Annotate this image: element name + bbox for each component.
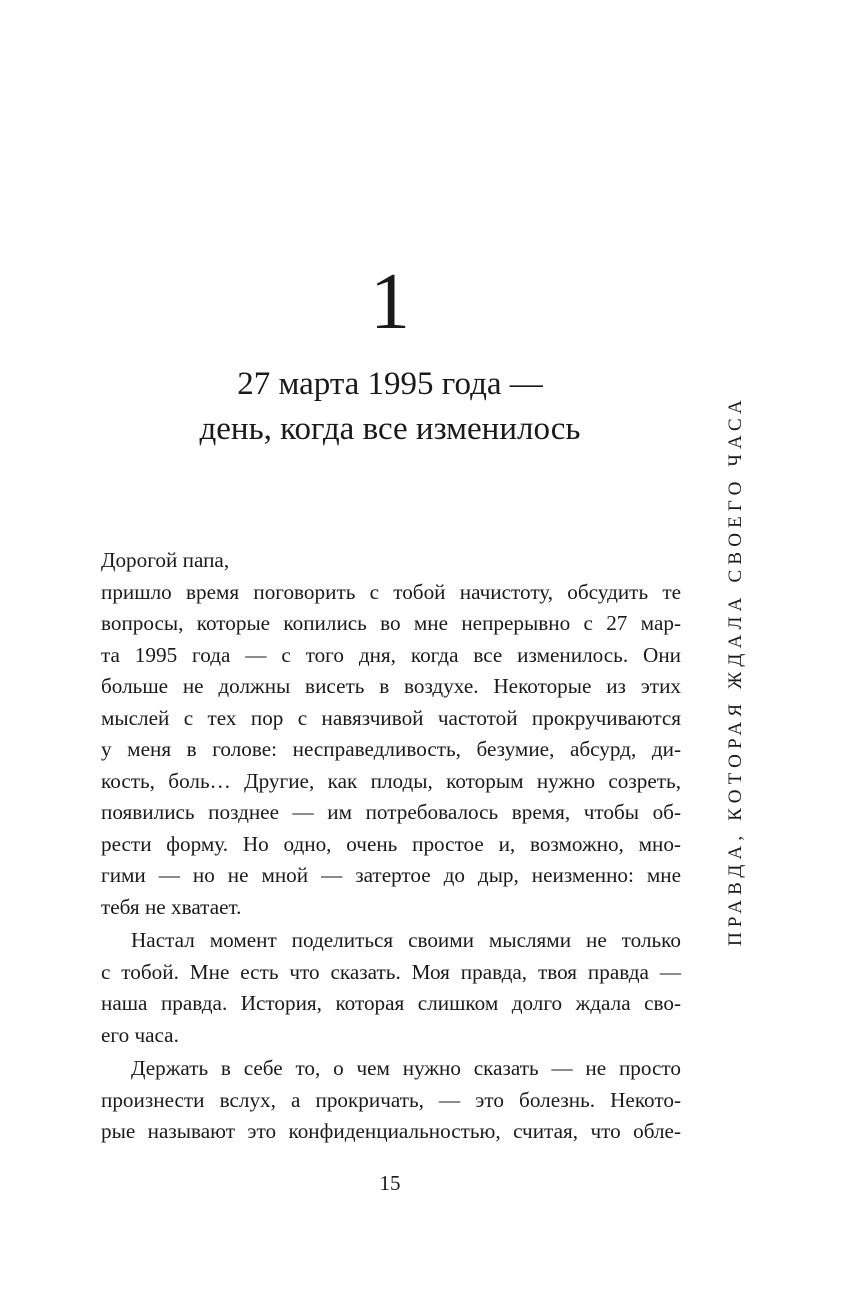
body-text xyxy=(101,545,681,1148)
text-line: вопросы, которые копились во мне непрерывно с 27 мар- xyxy=(101,611,681,635)
running-head: ПРАВДА, КОТОРАЯ ЖДАЛА СВОЕГО ЧАСА xyxy=(725,395,746,946)
text-line: у меня в голове: несправедливость, безумие, абсурд, ди- xyxy=(101,737,681,761)
text-line: гими — но не мной — затертое до дыр, неизменно: мне xyxy=(101,863,681,887)
text-line: с тобой. Мне есть что сказать. Моя правда, твоя правда — xyxy=(101,959,681,984)
text-line: больше не должны висеть в воздухе. Некоторые из этих xyxy=(101,674,681,698)
text-line: пришло время поговорить с тобой начистоту, обсудить те xyxy=(101,579,681,604)
text-line: Настал момент поделиться своими мыслями не только xyxy=(131,928,681,952)
text-line: рые называют это конфиденциальностью, считая, что обле- xyxy=(101,1119,681,1143)
text-line: тебя не хватает. xyxy=(101,894,242,919)
text-line: появились позднее — им потребовалось время, чтобы об- xyxy=(101,800,681,824)
chapter-number: 1 xyxy=(370,258,410,346)
text-line: кость, боль… Другие, как плоды, которым нужно созреть, xyxy=(101,768,681,793)
page-number: 15 xyxy=(379,1171,401,1195)
text-line: наша правда. История, которая слишком долго ждала сво- xyxy=(101,991,681,1015)
chapter-title xyxy=(0,362,780,452)
chapter-title-line-1: 27 марта 1995 года — xyxy=(237,366,543,402)
text-line: мыслей с тех пор с навязчивой частотой прокручиваются xyxy=(101,705,681,730)
text-line: произнести вслух, а прокричать, — это болезнь. Некото- xyxy=(101,1087,681,1112)
text-line: Держать в себе то, о чем нужно сказать — не просто xyxy=(131,1056,681,1080)
text-line: его часа. xyxy=(101,1022,179,1047)
text-line: та 1995 года — с того дня, когда все изменилось. Они xyxy=(101,642,681,667)
chapter-title-line-2: день, когда все изменилось xyxy=(199,411,581,447)
text-line: рести форму. Но одно, очень простое и, возможно, мно- xyxy=(101,831,681,856)
salutation: Дорогой папа, xyxy=(101,548,230,572)
